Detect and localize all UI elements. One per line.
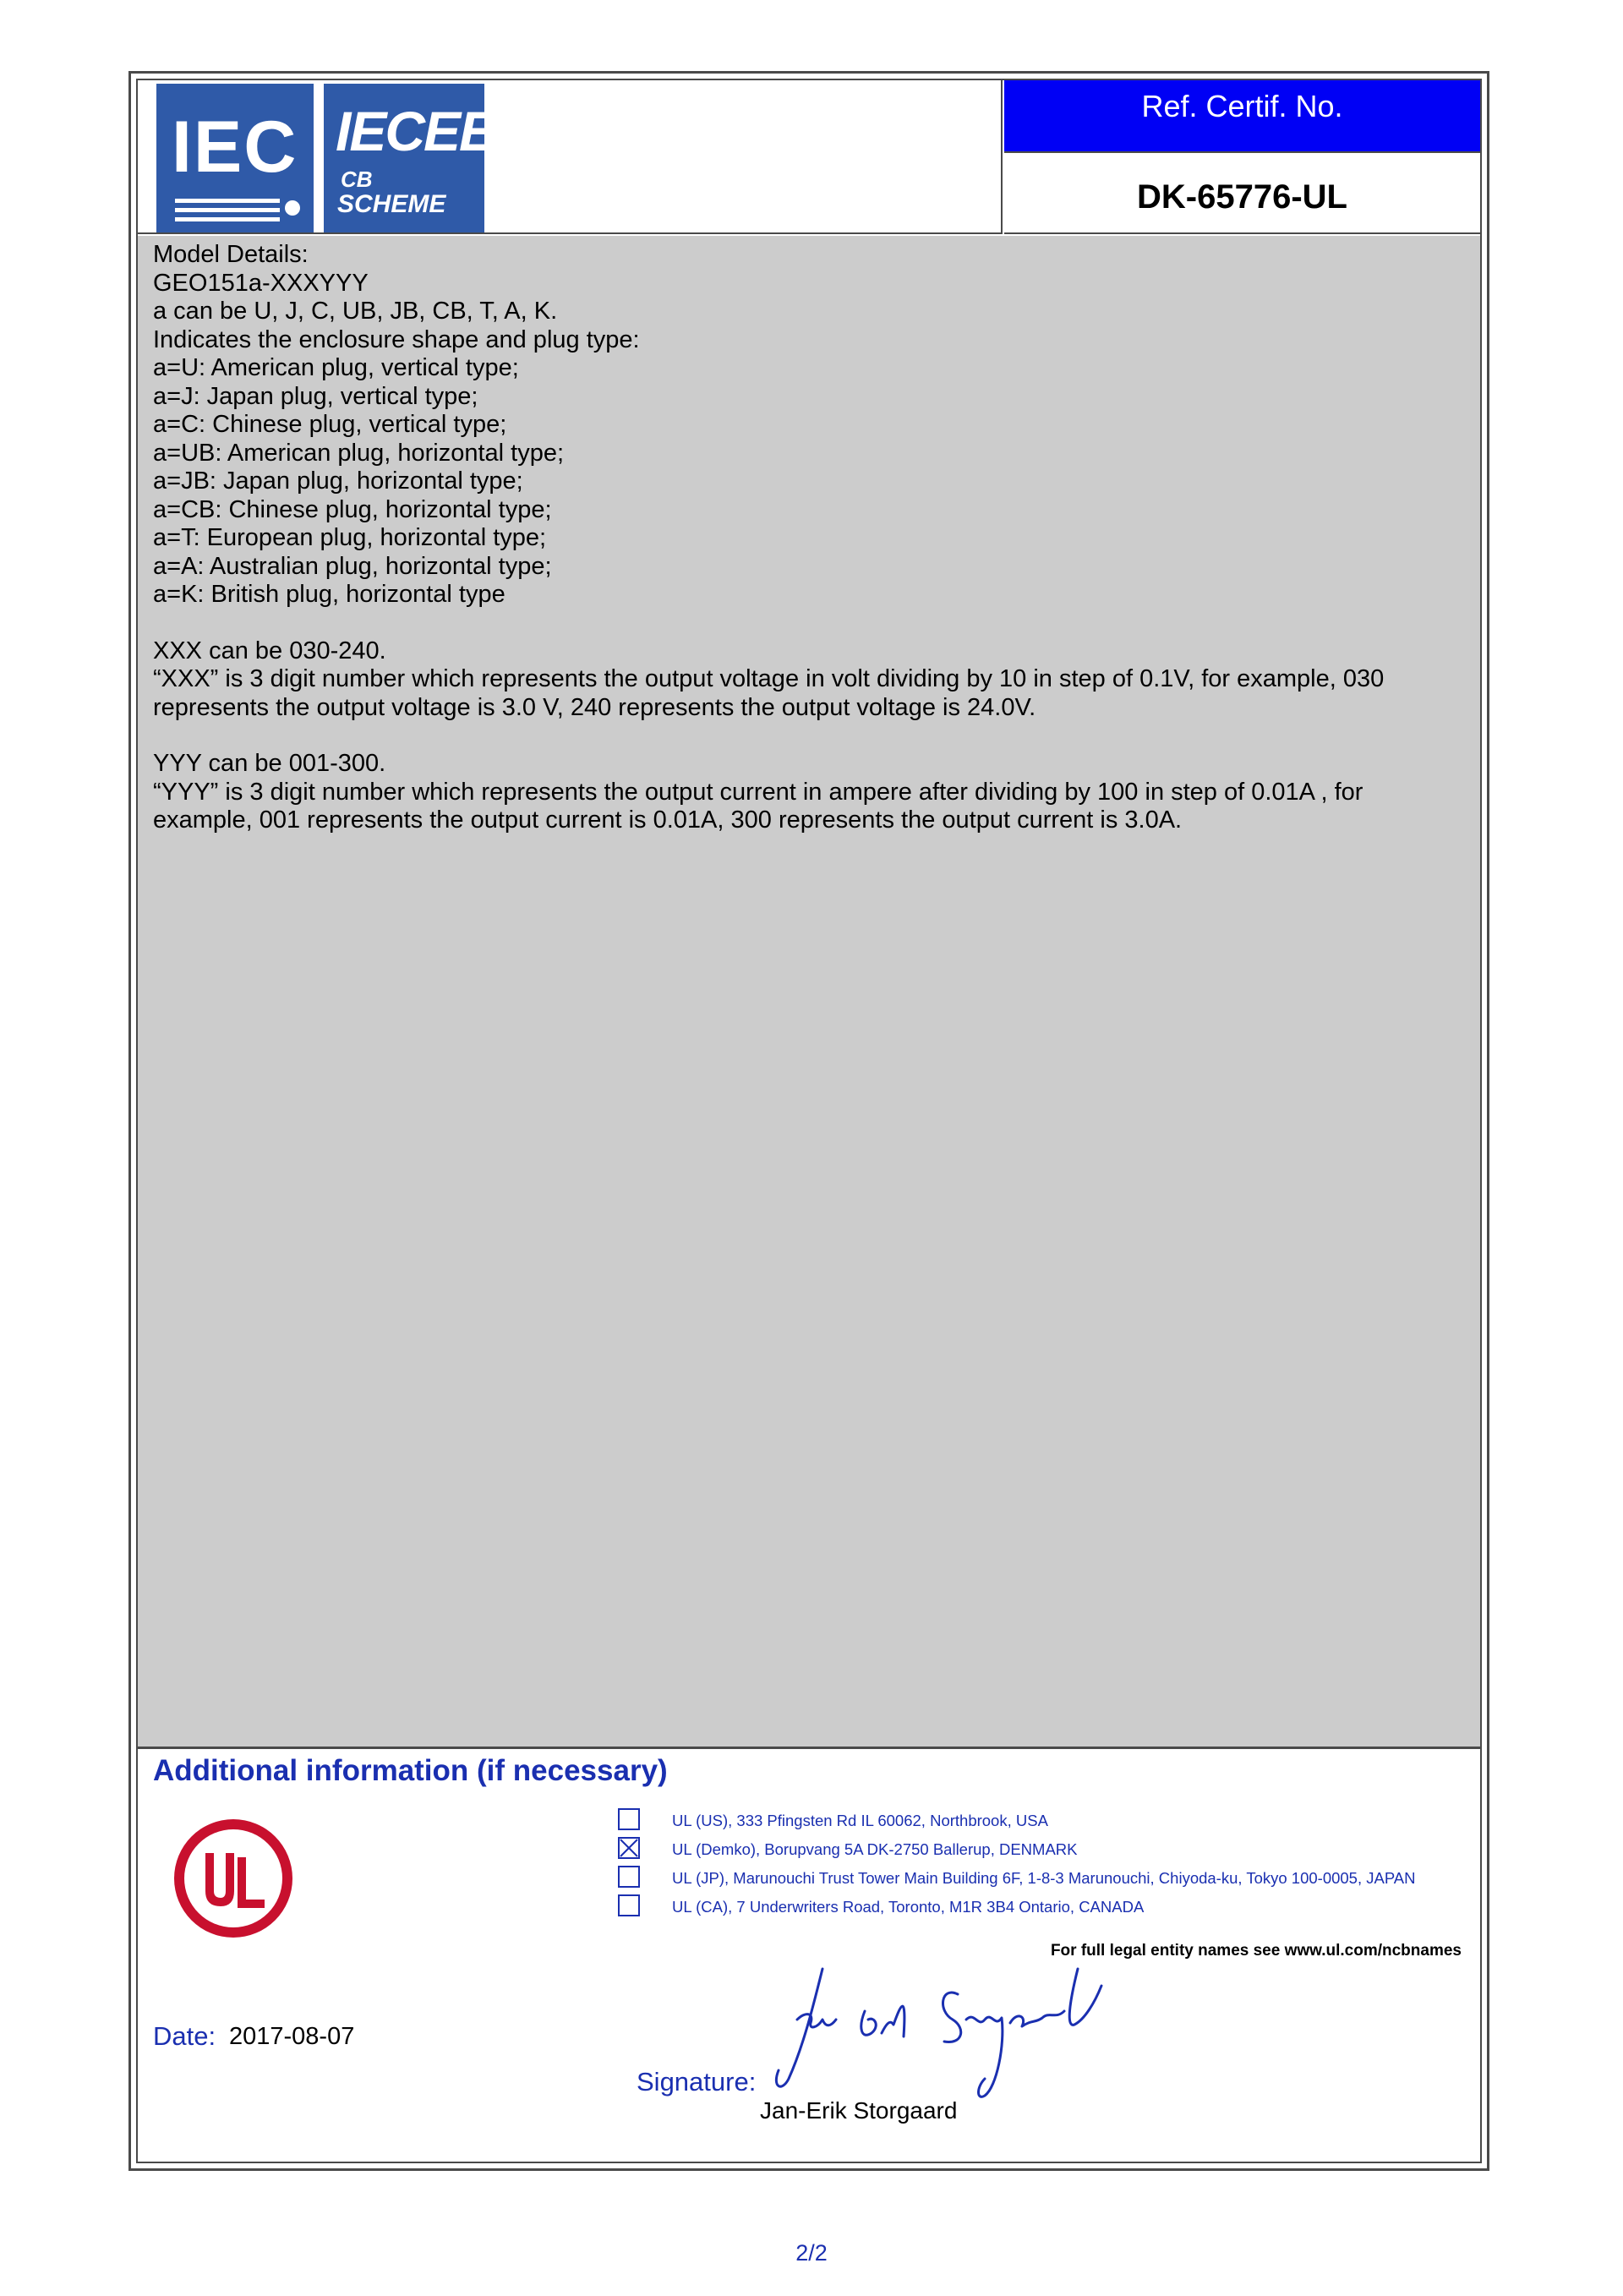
iec-logo-bars: [175, 199, 280, 227]
signatory-name: Jan-Erik Storgaard: [760, 2097, 958, 2124]
ul-offices-list: [618, 1808, 1463, 1923]
iecee-logo: [324, 84, 495, 232]
iecee-logo-text: IECEE: [336, 100, 495, 162]
checked-x-icon: [620, 1839, 638, 1857]
office-row-ca: [618, 1894, 1463, 1923]
model-line: a=JB: Japan plug, horizontal type;: [153, 467, 523, 495]
iec-logo-text: IEC: [172, 107, 298, 188]
office-checkbox-ca[interactable]: [618, 1894, 640, 1916]
model-details-section: [138, 236, 1480, 1749]
ref-certif-label: Ref. Certif. No.: [1004, 80, 1480, 153]
xxx-description-2: represents the output voltage is 3.0 V, 240 represents the output voltage is 24.0V.: [153, 693, 1036, 721]
model-line: a=U: American plug, vertical type;: [153, 354, 519, 381]
date-value: 2017-08-07: [229, 2023, 355, 2050]
ul-logo-icon: [170, 1815, 297, 1942]
legal-entity-note: For full legal entity names see www.ul.com/ncbnames: [1050, 1942, 1462, 1960]
model-line: a=UB: American plug, horizontal type;: [153, 439, 565, 467]
iecee-logo-scheme: SCHEME: [337, 190, 446, 218]
model-line: a=J: Japan plug, vertical type;: [153, 382, 478, 410]
model-line: a can be U, J, C, UB, JB, CB, T, A, K.: [153, 298, 558, 325]
model-line: GEO151a-XXXYYY: [153, 269, 369, 297]
model-line: a=C: Chinese plug, vertical type;: [153, 411, 507, 438]
office-row-jp: [618, 1866, 1463, 1894]
certificate-frame: [128, 71, 1489, 2171]
office-checkbox-us[interactable]: [618, 1808, 640, 1830]
yyy-description-2: example, 001 represents the output current is 0.01A, 300 represents the output current is 3.0A.: [153, 806, 1183, 834]
additional-info-section: [138, 1749, 1480, 2162]
date-label: Date:: [153, 2021, 216, 2051]
office-checkbox-demko[interactable]: [618, 1837, 640, 1859]
iecee-logo-cb: CB: [341, 167, 373, 192]
model-details-heading: Model Details:: [153, 241, 309, 268]
iec-logo: [156, 84, 314, 232]
certificate-inner-border: [136, 79, 1482, 2163]
model-line: a=A: Australian plug, horizontal type;: [153, 552, 552, 580]
page-number: 2/2: [795, 2240, 828, 2266]
xxx-range: XXX can be 030-240.: [153, 637, 386, 664]
office-text-ca: UL (CA), 7 Underwriters Road, Toronto, M1R 3B4 Ontario, CANADA: [672, 1898, 1145, 1916]
model-line: a=CB: Chinese plug, horizontal type;: [153, 495, 552, 523]
office-checkbox-jp[interactable]: [618, 1866, 640, 1888]
office-text-demko: UL (Demko), Borupvang 5A DK-2750 Ballerup, DENMARK: [672, 1840, 1078, 1858]
additional-info-title: Additional information (if necessary): [153, 1754, 668, 1787]
office-row-us: [618, 1808, 1463, 1837]
model-line: a=K: British plug, horizontal type: [153, 581, 505, 608]
signature-label: Signature:: [637, 2067, 757, 2096]
yyy-description-1: “YYY” is 3 digit number which represents the output current in ampere after dividing by 100 in step of 0.01A , for: [153, 778, 1363, 806]
ref-certif-number: DK-65776-UL: [1004, 155, 1480, 234]
xxx-description-1: “XXX” is 3 digit number which represents the output voltage in volt dividing by 10 in step of 0.1V, for example, 030: [153, 665, 1385, 692]
yyy-range: YYY can be 001-300.: [153, 750, 386, 777]
model-line: a=T: European plug, horizontal type;: [153, 524, 547, 551]
model-line: Indicates the enclosure shape and plug type:: [153, 325, 640, 353]
office-row-demko: [618, 1837, 1463, 1866]
office-text-jp: UL (JP), Marunouchi Trust Tower Main Building 6F, 1-8-3 Marunouchi, Chiyoda-ku, Tokyo 100-0005, JAPAN: [672, 1869, 1416, 1887]
office-text-us: UL (US), 333 Pfingsten Rd IL 60062, Northbrook, USA: [672, 1812, 1048, 1829]
logo-cell: [138, 80, 1003, 234]
iec-logo-dot: [285, 200, 300, 216]
handwritten-signature: [763, 1952, 1127, 2104]
